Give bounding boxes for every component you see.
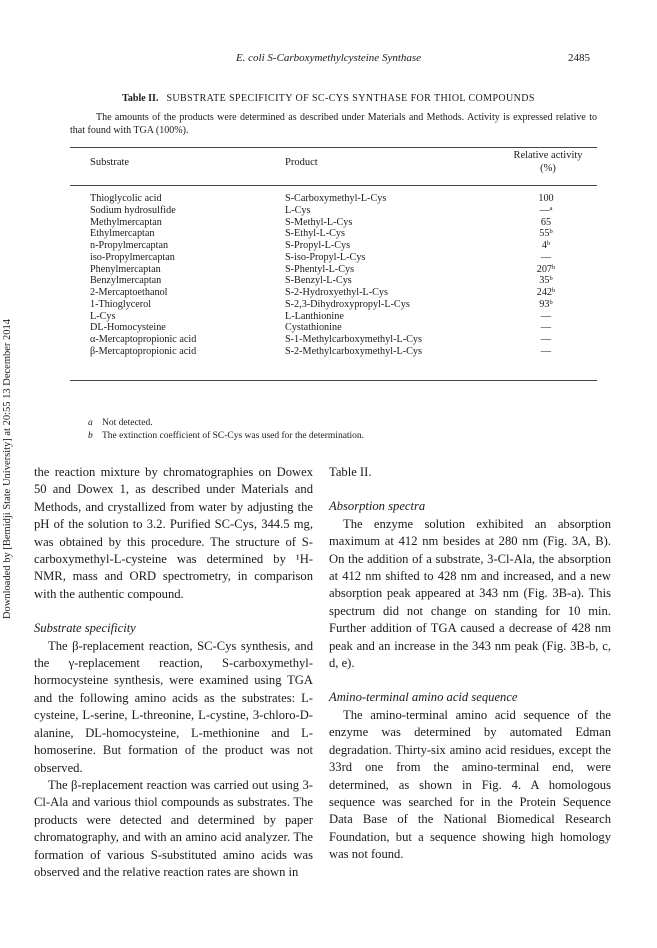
activity-value: 65 [540, 216, 552, 228]
substrate-cell: Benzylmercaptan [90, 275, 162, 287]
activity-value: — [540, 334, 552, 345]
activity-footnote-mark: b [552, 287, 556, 294]
activity-value: — [540, 345, 552, 357]
table-top-rule [70, 147, 597, 148]
substrate-cell: 2-Mercaptoethanol [90, 287, 168, 298]
activity-value: 207 [536, 263, 553, 275]
activity-footnote-mark: b [546, 240, 551, 247]
product-cell: L-Cys [285, 204, 311, 216]
table-row [90, 299, 590, 311]
substrate-cell: α-Mercaptopropionic acid [90, 334, 197, 345]
activity-footnote-mark: b [549, 228, 553, 236]
activity-value: 100 [538, 193, 554, 204]
activity-value: 93 [539, 298, 550, 310]
table-row [90, 334, 590, 346]
substrate-cell: L-Cys [90, 310, 116, 322]
activity-cell [535, 346, 557, 358]
footnote-a [88, 417, 364, 430]
product-cell: Cystathionine [285, 322, 342, 334]
table-bottom-rule [70, 380, 597, 381]
table-label: Table II. [122, 93, 159, 104]
product-cell: S-Carboxymethyl-L-Cys [285, 193, 387, 204]
activity-footnote-mark: b [552, 263, 556, 271]
activity-cell [535, 287, 557, 299]
substrate-cell: Methylmercaptan [90, 216, 162, 228]
table-row [90, 311, 590, 323]
column-header-substrate: Substrate [90, 157, 130, 168]
table-row [90, 228, 590, 240]
activity-value: — [540, 310, 552, 322]
product-cell: S-Benzyl-L-Cys [285, 275, 352, 287]
running-head-text: E. coli S-Carboxymethylcysteine Synthase [235, 52, 422, 64]
left-paragraph-3: The β-replacement reaction was carried out using 3-Cl-Ala and various thiol compounds as substrates. The products were detected and determined by paper chromatography, and with an amino acid analyzer. The formation of various S-substituted amino acids was observed and the relative reaction rates are shown in [34, 777, 313, 879]
right-paragraph-0: Table II. [329, 465, 372, 479]
table-row [90, 252, 590, 264]
activity-value: 4 [541, 240, 547, 251]
activity-cell [535, 205, 557, 217]
product-cell: S-2-Hydroxyethyl-L-Cys [285, 287, 388, 298]
table-title-text: SUBSTRATE SPECIFICITY OF SC-CYS SYNTHASE FOR THIOL COMPOUNDS [166, 93, 535, 104]
right-paragraph-1: The enzyme solution exhibited an absorption maximum at 412 nm besides at 280 nm (Fig. 3A, B). On the addition of a substrate, 3-Cl-Ala, the absorption at 412 nm shifted to 428 nm and increased, and a new absorption peak appeared at 343 nm (Fig. 3B-a). This spectrum did not change on standing for 10 min. Further addition of TGA caused a decrease of 428 nm peak and an increase in the 343 nm peak (Fig. 3B-b, c, d, e). [329, 516, 611, 671]
left-column [34, 464, 313, 881]
substrate-cell: iso-Propylmercaptan [90, 251, 175, 263]
table-row [90, 217, 590, 229]
footnote-b-mark: b [88, 431, 93, 441]
table-header-rule [70, 185, 597, 186]
activity-cell [535, 275, 557, 287]
footnote-b-text: The extinction coefficient of SC-Cys was used for the determination. [102, 431, 365, 441]
table-row [90, 346, 590, 358]
substrate-cell: β-Mercaptopropionic acid [90, 345, 197, 357]
table-caption: The amounts of the products were determined as described under Materials and Methods. Activity is expressed relative to that found with TGA (100%). [70, 112, 597, 136]
activity-cell [535, 334, 557, 346]
product-cell: S-1-Methylcarboxymethyl-L-Cys [285, 334, 422, 345]
substrate-cell: Thioglycolic acid [90, 193, 162, 204]
footnote-a-mark: a [88, 418, 93, 428]
activity-value: 242 [536, 287, 553, 298]
activity-cell [535, 252, 557, 264]
column-header-product: Product [285, 157, 318, 168]
heading-absorption-spectra: Absorption spectra [329, 499, 426, 514]
left-paragraph-2: The β-replacement reaction, SC-Cys synthesis, and the γ-replacement reaction, S-carboxymethyl-hormocysteine synthesis, were examined using TGA and the following amino acids as the substrates: L-cysteine, L-serine, L-threonine, L-cystine, 3-chloro-D-alanine, DL-homocysteine, L-methionine and L-homoserine. But formation of the product was not observed. [34, 638, 313, 775]
product-cell: S-Phentyl-L-Cys [285, 263, 355, 275]
running-head [0, 52, 657, 64]
column-header-activity-unit: (%) [540, 163, 556, 174]
activity-cell [535, 228, 557, 240]
table-title [0, 93, 657, 104]
product-cell: S-2-Methylcarboxymethyl-L-Cys [285, 345, 422, 357]
activity-value: — [539, 204, 550, 216]
right-paragraph-2: The amino-terminal amino acid sequence of the enzyme was determined by automated Edman degradation. Thirty-six amino acid residues, except the 33rd one from the amino-terminal end, were determined, as shown in Fig. 4. A homologous sequence was searched for in the Protein Sequence Data Base of the National Biomedical Research Foundation, but a sequence showing high homology was not found. [329, 707, 611, 862]
activity-cell [535, 311, 557, 323]
activity-value: — [540, 251, 552, 263]
download-watermark: Downloaded by [Bemidji State University] at 20:55 13 December 2014 [2, 318, 13, 620]
heading-substrate-specificity: Substrate specificity [34, 621, 136, 636]
activity-cell [535, 299, 557, 311]
table-row [90, 264, 590, 276]
product-cell: S-2,3-Dihydroxypropyl-L-Cys [285, 298, 410, 310]
substrate-cell: DL-Homocysteine [90, 322, 166, 334]
activity-cell [535, 264, 557, 276]
heading-amino-terminal-sequence: Amino-terminal amino acid sequence [329, 690, 518, 705]
table-row [90, 287, 590, 299]
table-row [90, 240, 590, 252]
product-cell: S-Methyl-L-Cys [285, 216, 353, 228]
left-paragraph-1: the reaction mixture by chromatographies on Dowex 50 and Dowex 1, as described under Materials and Methods, and crystallized from water by adjusting the pH of the solution to 3.2. Purified SC-Cys, 344.5 mg, was obtained by this procedure. The structure of S-carboxymethyl-L-cysteine was determined by ¹H-NMR, mass and ORD spectrometry, in comparison with the authentic compound. [34, 465, 313, 601]
substrate-cell: n-Propylmercaptan [90, 240, 169, 251]
footnote-b [88, 430, 364, 443]
activity-cell [535, 217, 557, 229]
activity-footnote-mark: a [549, 204, 553, 212]
table-row [90, 205, 590, 217]
activity-value: 35 [539, 275, 550, 287]
activity-footnote-mark: b [549, 298, 553, 306]
product-cell: S-Ethyl-L-Cys [285, 228, 345, 240]
footnote-a-text: Not detected. [102, 418, 153, 428]
substrate-cell: 1-Thioglycerol [90, 298, 152, 310]
activity-cell [535, 240, 557, 252]
product-cell: S-Propyl-L-Cys [285, 240, 351, 251]
product-cell: S-iso-Propyl-L-Cys [285, 251, 366, 263]
substrate-cell: Ethylmercaptan [90, 228, 155, 240]
table-row [90, 322, 590, 334]
column-header-activity: Relative activity [513, 150, 583, 161]
substrate-cell: Phenylmercaptan [90, 263, 161, 275]
table-body [90, 193, 590, 358]
page-number: 2485 [568, 52, 590, 64]
substrate-cell: Sodium hydrosulfide [90, 204, 176, 216]
table-row [90, 193, 590, 205]
table-footnotes [88, 417, 364, 443]
product-cell: L-Lanthionine [285, 310, 344, 322]
activity-cell [535, 193, 557, 205]
activity-footnote-mark: b [549, 275, 553, 283]
activity-cell [535, 322, 557, 334]
table-row [90, 275, 590, 287]
activity-value: — [540, 322, 552, 334]
activity-value: 55 [539, 228, 550, 240]
right-column [329, 464, 611, 864]
